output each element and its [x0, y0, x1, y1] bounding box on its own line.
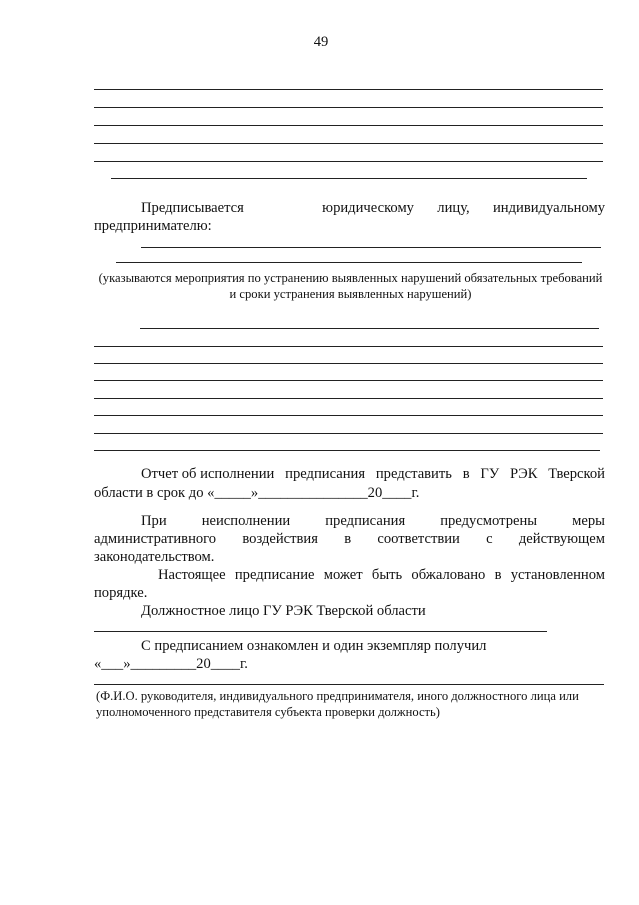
appeal-word: обжаловано [411, 567, 486, 583]
prescription-word: лицу, [437, 200, 470, 216]
measures-note-line-1: (указываются мероприятия по устранению выявленных нарушений обязательных требований [98, 271, 603, 285]
blank-line [116, 262, 582, 263]
measures-note-line-2: и сроки устранения выявленных нарушений) [229, 287, 472, 301]
appeal-line-2: порядке. [94, 585, 148, 601]
appeal-word: предписание [234, 567, 315, 583]
report-word: предписания [285, 466, 366, 482]
noncompliance-word: воздействия [242, 531, 318, 547]
acquainted-date: «___»_________20____г. [94, 656, 248, 672]
appeal-word: Настоящее [158, 567, 226, 583]
report-word: Отчет об исполнении [141, 466, 275, 482]
blank-line [94, 143, 603, 144]
noncompliance-word: в [344, 531, 352, 547]
noncompliance-word: меры [572, 513, 605, 529]
appeal-line-1 [158, 566, 605, 584]
blank-line [94, 107, 603, 108]
noncompliance-word: с [486, 531, 493, 547]
appeal-word: быть [371, 567, 403, 583]
report-line-1 [141, 465, 605, 483]
prescription-word: индивидуальному [493, 200, 605, 216]
blank-line [94, 125, 603, 126]
blank-line [94, 161, 603, 162]
appeal-word: может [323, 567, 363, 583]
report-word: ГУ [480, 466, 500, 482]
blank-line [94, 346, 603, 347]
blank-line [94, 363, 603, 364]
blank-line [111, 178, 587, 179]
signatory-note-line-1: (Ф.И.О. руководителя, индивидуального предпринимателя, иного должностного лица или [96, 689, 579, 703]
noncompliance-word: предписания [325, 513, 406, 529]
report-word: в [462, 466, 470, 482]
blank-line [94, 89, 603, 90]
prescription-line-1 [141, 199, 605, 217]
blank-line [140, 328, 599, 329]
signature-line [94, 631, 547, 632]
noncompliance-line-1 [141, 512, 605, 530]
prescription-word: юридическому [322, 200, 414, 216]
blank-line [94, 450, 600, 451]
prescription-word: Предписывается [141, 200, 244, 216]
blank-line [94, 415, 603, 416]
report-word: РЭК [509, 466, 538, 482]
blank-line [141, 247, 601, 248]
report-line-2: области в срок до «_____»_______________20____г. [94, 485, 420, 501]
blank-line [94, 433, 603, 434]
noncompliance-word: предусмотрены [440, 513, 538, 529]
noncompliance-word: соответствии [377, 531, 460, 547]
prescription-line-2: предпринимателю: [94, 218, 212, 234]
official-title: Должностное лицо ГУ РЭК Тверской области [141, 603, 426, 619]
blank-line [94, 398, 603, 399]
appeal-word: в [494, 567, 502, 583]
noncompliance-line-3: законодательством. [94, 549, 215, 565]
page-number: 49 [313, 34, 329, 50]
signatory-note-line-2: уполномоченного представителя субъекта проверки должность) [96, 705, 440, 719]
acquainted-line-1: С предписанием ознакомлен и один экземпляр получил [141, 638, 487, 654]
noncompliance-word: неисполнении [201, 513, 291, 529]
noncompliance-word: действующем [518, 531, 605, 547]
blank-line [94, 380, 603, 381]
noncompliance-word: административного [94, 531, 217, 547]
appeal-word: установленном [510, 567, 605, 583]
noncompliance-word: При [141, 513, 167, 529]
signatory-line [94, 684, 604, 685]
noncompliance-line-2 [94, 530, 605, 548]
report-word: представить [375, 466, 452, 482]
report-word: Тверской [548, 466, 605, 482]
